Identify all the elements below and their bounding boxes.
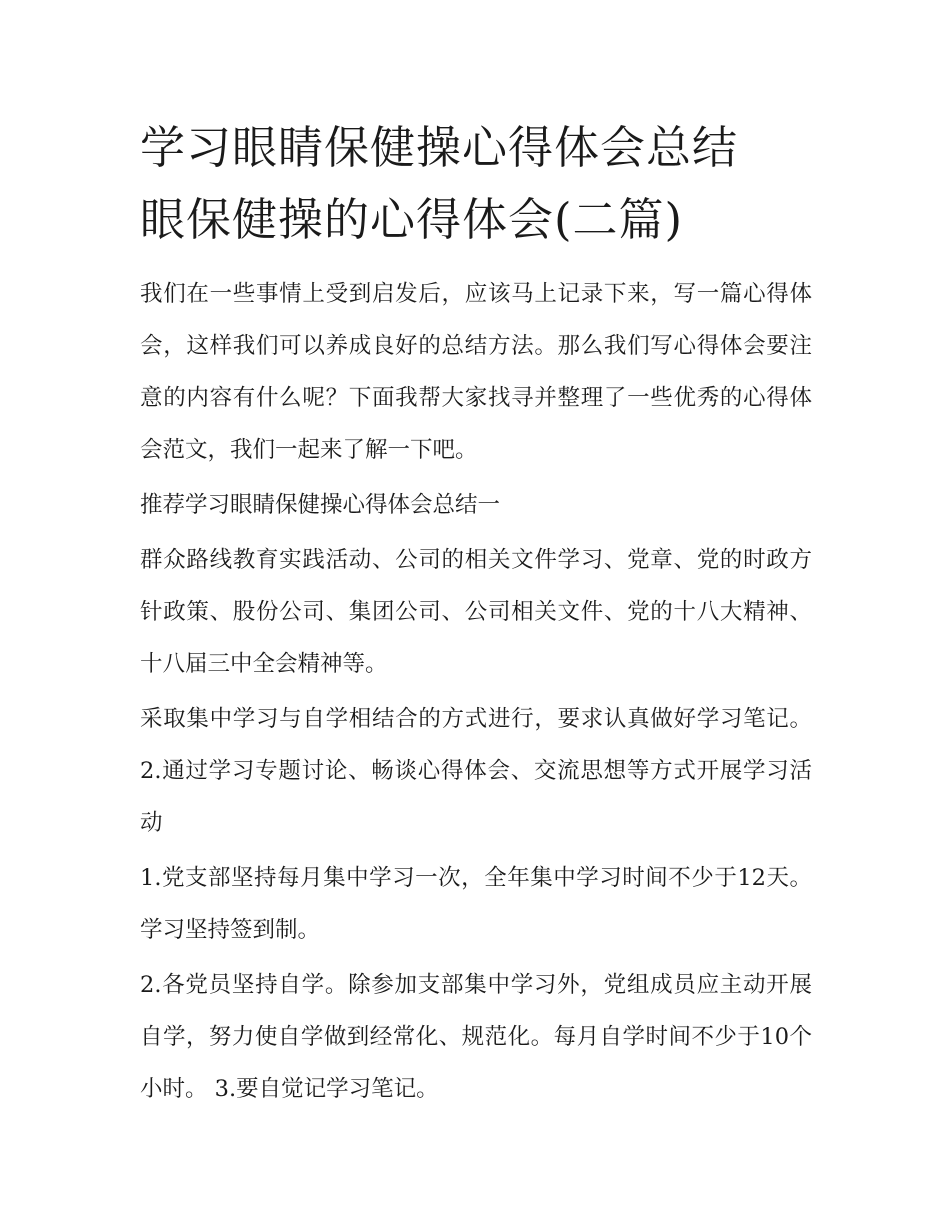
document-body <box>140 268 812 1115</box>
document-page <box>140 112 812 1118</box>
paragraph-subheading: 推荐学习眼睛保健操心得体会总结一 <box>140 492 501 518</box>
document-title <box>140 112 812 256</box>
paragraph-item-2: 2.各党员坚持自学。除参加支部集中学习外，党组成员应主动开展自学，努力使自学做到经常化、规范化。每月自学时间不少于10个小时。 3.要自觉记学习笔记。 <box>140 972 812 1102</box>
title-line-2: 眼保健操的心得体会(二篇) <box>140 193 684 246</box>
paragraph-intro: 我们在一些事情上受到启发后，应该马上记录下来，写一篇心得体会，这样我们可以养成良好的总结方法。那么我们写心得体会要注意的内容有什么呢？下面我帮大家找寻并整理了一些优秀的心得体会范文，我们一起来了解一下吧。 <box>140 281 812 463</box>
paragraph-item-1: 1.党支部坚持每月集中学习一次，全年集中学习时间不少于12天。学习坚持签到制。 <box>140 865 812 943</box>
paragraph-study-method: 采取集中学习与自学相结合的方式进行，要求认真做好学习笔记。 2.通过学习专题讨论、畅谈心得体会、交流思想等方式开展学习活动 <box>140 706 812 836</box>
title-line-1: 学习眼睛保健操心得体会总结 <box>140 121 739 174</box>
paragraph-study-content: 群众路线教育实践活动、公司的相关文件学习、党章、党的时政方针政策、股份公司、集团公司、公司相关文件、党的十八大精神、十八届三中全会精神等。 <box>140 547 812 677</box>
